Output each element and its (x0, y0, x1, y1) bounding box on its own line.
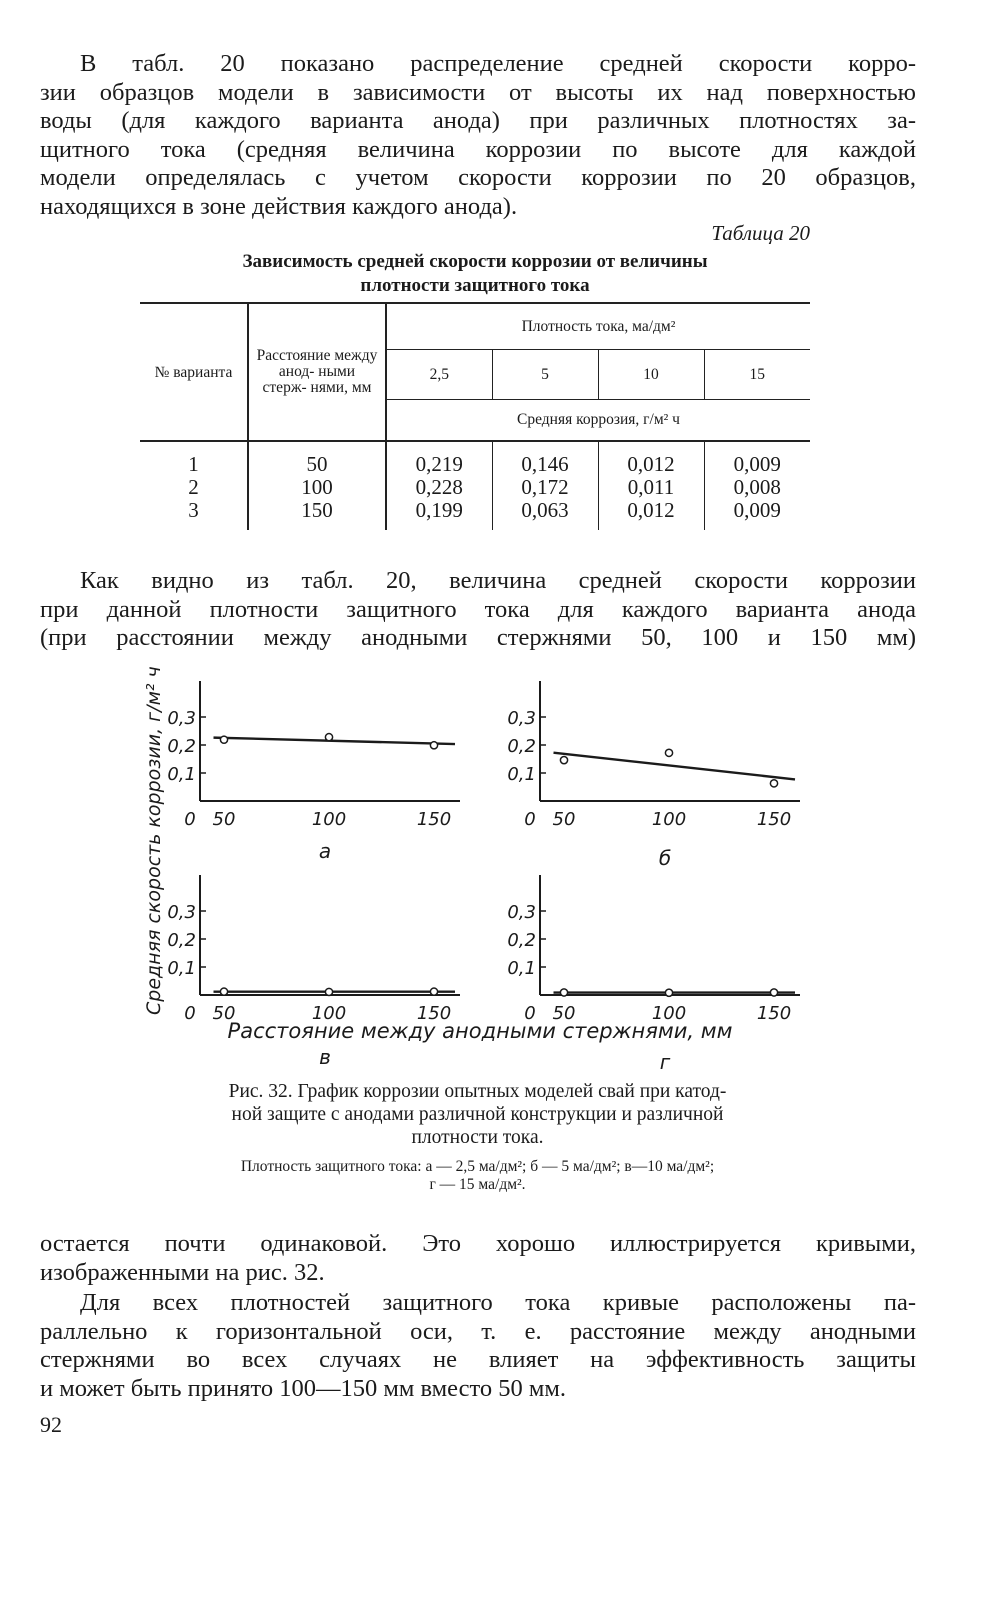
text-line: воды (для каждого варианта анода) при различных плотностях за- (40, 107, 916, 135)
data-point (325, 734, 332, 741)
density-value: 2,5 (386, 349, 492, 399)
data-point (665, 749, 672, 756)
x-axis-label: Расстояние между анодными стержнями, мм (227, 1019, 733, 1043)
cell-value: 0,228 (386, 476, 492, 499)
cell-value: 0,199 (386, 499, 492, 522)
x-tick-label: 50 (552, 1003, 576, 1024)
data-point (560, 989, 567, 996)
figure-note-line: Плотность защитного тока: а — 2,5 ма/дм²; б — 5 ма/дм²; в—10 ма/дм²; (240, 1158, 715, 1175)
x-tick-label: 50 (212, 1003, 236, 1024)
panel-letter: а (318, 839, 332, 863)
density-value: 5 (492, 349, 598, 399)
header-distance: Расстояние между анод- ными стерж- нями, мм (248, 303, 386, 441)
figure-caption-line: плотности тока. (411, 1127, 544, 1148)
text-line: (при расстоянии между анодными стержнями 50, 100 и 150 мм) (40, 624, 916, 652)
x-tick-label: 150 (416, 809, 452, 830)
x-tick-label: 0 (184, 809, 196, 830)
x-tick-label: 0 (524, 1003, 536, 1024)
y-tick-label: 0,1 (507, 764, 536, 785)
text-line: зии образцов модели в зависимости от высоты их над поверхностью (40, 78, 916, 106)
cell-value: 0,009 (733, 498, 781, 522)
data-point (560, 757, 567, 764)
text-line: изображенными на рис. 32. (40, 1258, 325, 1286)
table-row (140, 453, 810, 476)
text-line: и может быть принято 100—150 мм вместо 50 мм. (40, 1374, 567, 1402)
table-row (140, 499, 810, 522)
data-point (220, 988, 227, 995)
text-line: Как видно из табл. 20, величина средней скорости коррозии (80, 567, 916, 594)
table-title-line: Зависимость средней скорости коррозии от величины (242, 251, 708, 272)
cell-value: 0,063 (492, 499, 598, 522)
table-title-line: плотности защитного тока (360, 275, 590, 296)
after-figure-paragraph (40, 1230, 916, 1287)
cell-variant: 2 (140, 476, 248, 499)
panel-letter: б (658, 846, 672, 870)
text-line: щитного тока (средняя величина коррозии по высоте для каждой (40, 135, 916, 163)
cell-value: 0,172 (492, 476, 598, 499)
data-point (220, 736, 227, 743)
y-tick-label: 0,3 (507, 708, 536, 729)
cell-value: 0,012 (598, 453, 704, 476)
text-line: при данной плотности защитного тока для каждого варианта анода (40, 595, 916, 623)
cell-distance: 50 (248, 453, 386, 476)
header-density: Плотность тока, ма/дм² (386, 303, 810, 349)
y-tick-label: 0,3 (167, 708, 196, 729)
corrosion-figure (0, 665, 986, 1080)
density-value: 10 (598, 349, 704, 399)
header-variant: № варианта (140, 303, 248, 441)
y-tick-label: 0,1 (167, 958, 196, 979)
cell-value: 0,146 (492, 453, 598, 476)
corrosion-table (140, 302, 810, 530)
cell-distance: 100 (248, 476, 386, 499)
cell-value: 0,008 (733, 475, 781, 499)
x-tick-label: 50 (212, 809, 236, 830)
figure-note (140, 1158, 815, 1194)
intro-paragraph (40, 50, 916, 222)
chart-panel-г (507, 875, 800, 1074)
cell-value: 0,012 (598, 499, 704, 522)
data-point (325, 988, 332, 995)
y-tick-label: 0,1 (507, 958, 536, 979)
final-paragraph (40, 1289, 916, 1403)
density-value: 15 (704, 349, 810, 399)
x-tick-label: 150 (756, 1003, 792, 1024)
text-line: модели определялась с учетом скорости коррозии по 20 образцов, (40, 164, 916, 192)
figure-caption-line: ной защите с анодами различной конструкции и различной (231, 1104, 724, 1125)
text-line: В табл. 20 показано распределение средней скорости корро- (80, 50, 916, 77)
x-tick-label: 0 (184, 1003, 196, 1024)
y-tick-label: 0,2 (167, 736, 196, 757)
text-line: стержнями во всех случаях не влияет на эффективность защиты (40, 1346, 916, 1374)
text-line: Для всех плотностей защитного тока кривые расположены па- (80, 1289, 916, 1316)
figure-caption-line: Рис. 32. График коррозии опытных моделей свай при катод- (228, 1081, 727, 1102)
y-tick-label: 0,3 (167, 902, 196, 923)
table-row (140, 476, 810, 499)
data-point (430, 742, 437, 749)
middle-paragraph (40, 567, 916, 653)
header-corrosion: Средняя коррозия, г/м² ч (517, 411, 680, 429)
chart-panel-б (507, 681, 800, 870)
table-caption: Таблица 20 (711, 221, 810, 245)
x-tick-label: 0 (524, 809, 536, 830)
table-title (140, 250, 810, 298)
cell-variant: 3 (140, 499, 248, 522)
panel-letter: в (319, 1045, 331, 1069)
y-tick-label: 0,2 (507, 930, 536, 951)
cell-variant: 1 (140, 453, 248, 476)
cell-value: 0,219 (386, 453, 492, 476)
page-number: 92 (40, 1412, 62, 1437)
x-tick-label: 100 (311, 809, 347, 830)
chart-panel-а (167, 681, 460, 863)
y-axis-label: Средняя скорость коррозии, г/м² ч (143, 666, 165, 1015)
text-line: находящихся в зоне действия каждого анода). (40, 192, 518, 220)
data-point (770, 780, 777, 787)
y-tick-label: 0,2 (507, 736, 536, 757)
data-point (770, 989, 777, 996)
x-tick-label: 100 (651, 809, 687, 830)
figure-note-line: г — 15 ма/дм². (429, 1176, 526, 1193)
cell-distance: 150 (248, 499, 386, 522)
panel-letter: г (659, 1050, 671, 1074)
series-line (214, 738, 456, 744)
data-point (430, 988, 437, 995)
x-tick-label: 100 (311, 1003, 347, 1024)
cell-value: 0,011 (598, 476, 704, 499)
figure-caption (140, 1080, 815, 1149)
x-tick-label: 150 (416, 1003, 452, 1024)
text-line: остается почти одинаковой. Это хорошо иллюстрируется кривыми, (40, 1230, 916, 1257)
y-tick-label: 0,3 (507, 902, 536, 923)
data-point (665, 989, 672, 996)
x-tick-label: 50 (552, 809, 576, 830)
series-line (554, 753, 796, 780)
cell-value: 0,009 (733, 452, 781, 476)
x-tick-label: 100 (651, 1003, 687, 1024)
y-tick-label: 0,1 (167, 764, 196, 785)
y-tick-label: 0,2 (167, 930, 196, 951)
text-line: раллельно к горизонтальной оси, т. е. расстояние между анодными (40, 1317, 916, 1345)
x-tick-label: 150 (756, 809, 792, 830)
